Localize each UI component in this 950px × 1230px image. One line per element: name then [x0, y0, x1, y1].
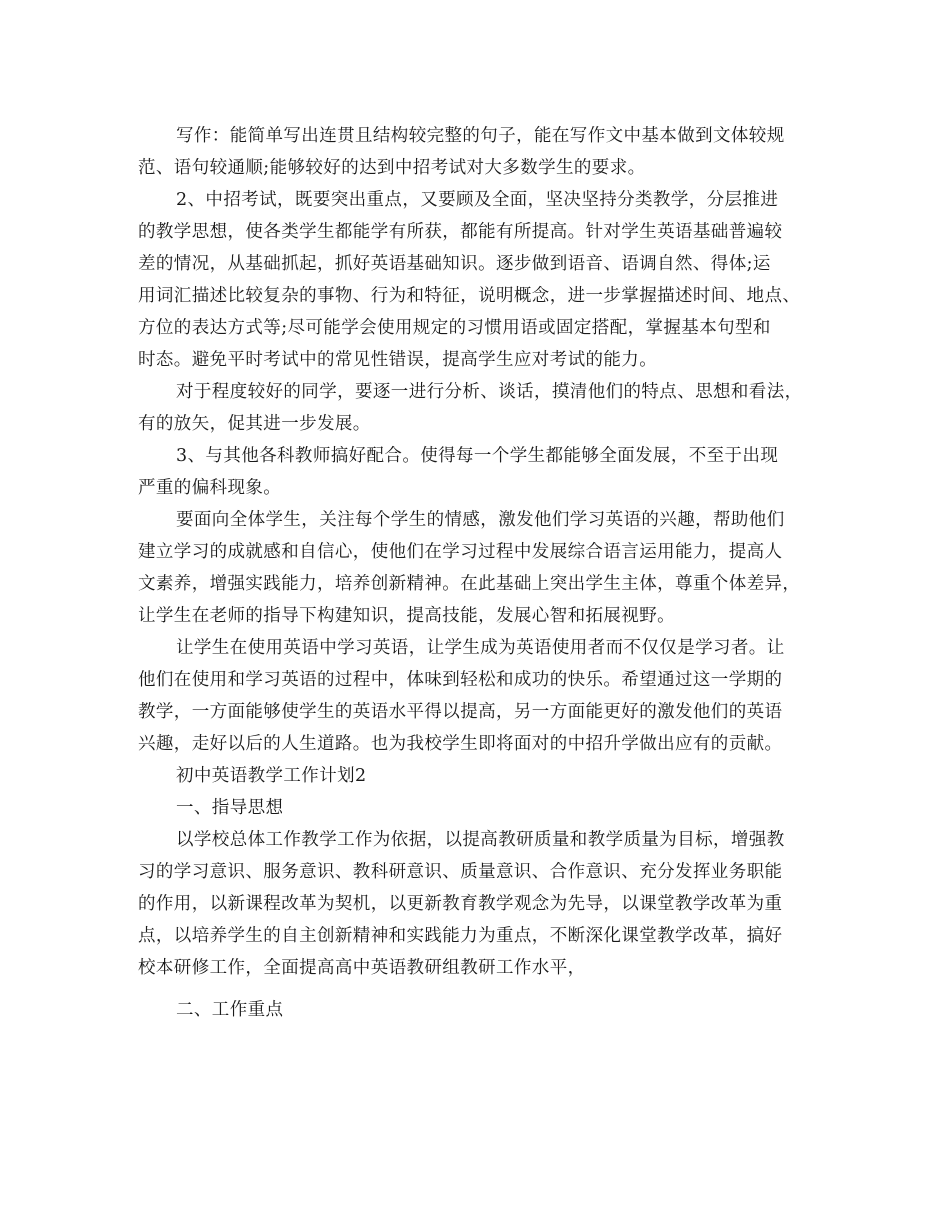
section-title: 初中英语教学工作计划2 [176, 766, 367, 786]
text-line: 对于程度较好的同学，要逐一进行分析、谈话，摸清他们的特点、思想和看法， [176, 382, 803, 402]
section-heading: 一、指导思想 [176, 798, 284, 818]
text-line: 兴趣，走好以后的人生道路。也为我校学生即将面对的中招升学做出应有的贡献。 [138, 734, 783, 754]
text-line: 让学生在老师的指导下构建知识，提高技能，发展心智和拓展视野。 [138, 606, 675, 626]
text-line: 要面向全体学生，关注每个学生的情感，激发他们学习英语的兴趣，帮助他们 [176, 510, 785, 530]
text-line: 点，以培养学生的自主创新精神和实践能力为重点，不断深化课堂教学改革，搞好 [138, 926, 783, 946]
text-line: 写作：能简单写出连贯且结构较完整的句子，能在写作文中基本做到文体较规 [176, 126, 785, 146]
text-line: 3、与其他各科教师搞好配合。使得每一个学生都能够全面发展，不至于出现 [176, 446, 779, 466]
text-line: 范、语句较通顺;能够较好的达到中招考试对大多数学生的要求。 [138, 158, 646, 178]
text-line: 以学校总体工作教学工作为依据，以提高教研质量和教学质量为目标，增强教 [176, 830, 785, 850]
text-line: 有的放矢，促其进一步发展。 [138, 414, 371, 434]
text-line: 2、中招考试，既要突出重点，又要顾及全面，坚决坚持分类教学，分层推进 [176, 190, 779, 210]
text-line: 严重的偏科现象。 [138, 478, 282, 498]
text-line: 文素养，增强实践能力，培养创新精神。在此基础上突出学生主体，尊重个体差异， [138, 574, 801, 594]
text-line: 习的学习意识、服务意识、教科研意识、质量意识、合作意识、充分发挥业务职能 [138, 862, 783, 882]
text-line: 让学生在使用英语中学习英语，让学生成为英语使用者而不仅仅是学习者。让 [176, 638, 785, 658]
text-line: 的教学思想，使各类学生都能学有所获，都能有所提高。针对学生英语基础普遍较 [138, 222, 783, 242]
text-line: 建立学习的成就感和自信心，使他们在学习过程中发展综合语言运用能力，提高人 [138, 542, 783, 562]
text-line: 他们在使用和学习英语的过程中，体味到轻松和成功的快乐。希望通过这一学期的 [138, 670, 783, 690]
text-line: 时态。避免平时考试中的常见性错误，提高学生应对考试的能力。 [138, 350, 658, 370]
text-line: 的作用，以新课程改革为契机，以更新教育教学观念为先导，以课堂教学改革为重 [138, 894, 783, 914]
section-heading: 二、工作重点 [176, 1000, 284, 1020]
text-line: 教学，一方面能够使学生的英语水平得以提高，另一方面能更好的激发他们的英语 [138, 702, 783, 722]
text-line: 方位的表达方式等;尽可能学会使用规定的习惯用语或固定搭配，掌握基本句型和 [138, 318, 771, 338]
text-line: 用词汇描述比较复杂的事物、行为和特征，说明概念，进一步掌握描述时间、地点、 [138, 286, 801, 306]
text-line: 差的情况，从基础抓起，抓好英语基础知识。逐步做到语音、语调自然、得体;运 [138, 254, 771, 274]
text-line: 校本研修工作，全面提高高中英语教研组教研工作水平， [138, 958, 586, 978]
